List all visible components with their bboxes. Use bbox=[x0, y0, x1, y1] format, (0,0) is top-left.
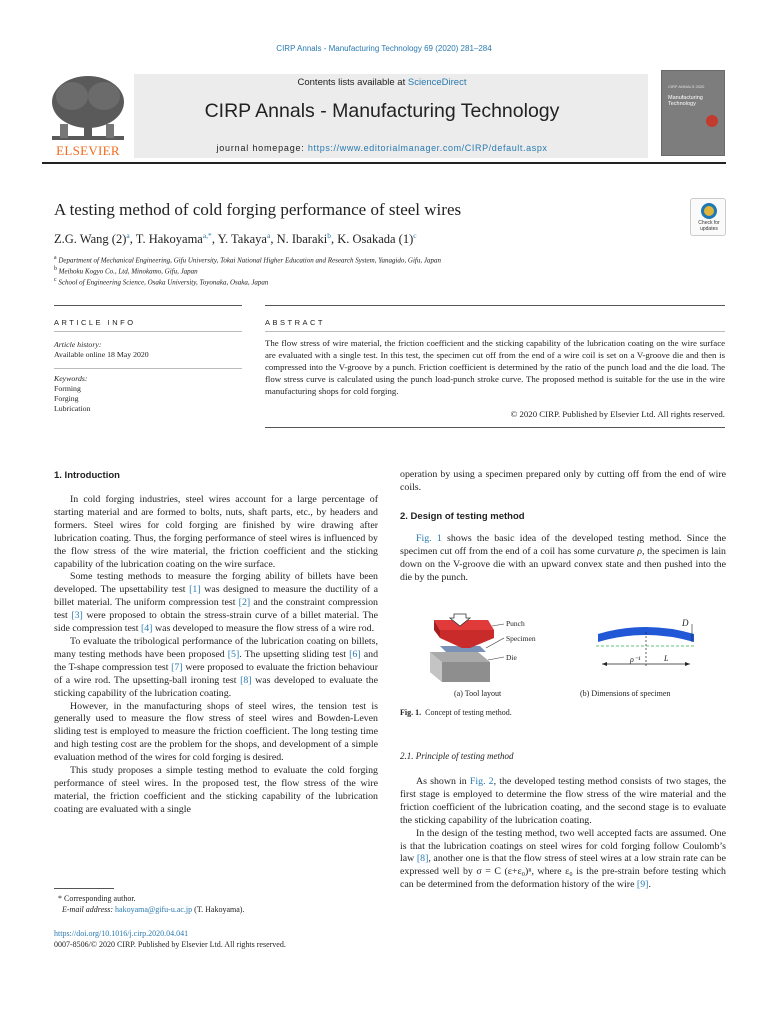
curvature-label: ρ⁻¹ bbox=[630, 655, 641, 664]
length-label: L bbox=[664, 654, 669, 663]
journal-homepage-line bbox=[116, 143, 648, 153]
article-history bbox=[54, 340, 149, 360]
article-info-heading: ARTICLE INFO bbox=[54, 318, 136, 327]
email-suffix: (T. Hakoyama). bbox=[192, 905, 245, 914]
citation-link[interactable]: [4] bbox=[140, 623, 153, 635]
tool-layout-diagram bbox=[430, 614, 536, 698]
author-separator: , bbox=[270, 232, 277, 246]
author-separator: , bbox=[330, 232, 338, 246]
check-updates-icon bbox=[701, 203, 717, 219]
fig1-paragraph bbox=[400, 533, 726, 585]
length-arrow-left bbox=[602, 662, 607, 666]
article-info-rule bbox=[54, 305, 242, 306]
left-column-body bbox=[54, 494, 378, 817]
page-footer bbox=[54, 928, 286, 950]
figure-caption-label: Fig. 1. bbox=[400, 708, 422, 717]
affiliation-b bbox=[54, 266, 198, 275]
affiliation-marker: c bbox=[54, 277, 57, 283]
abstract-bottom-rule bbox=[265, 427, 725, 428]
email-note bbox=[54, 904, 244, 915]
text-run: Some testing methods to measure the forging ability of billets have been developed. The upsettability test bbox=[54, 571, 378, 596]
article-info-subrule bbox=[54, 331, 242, 332]
affiliation-text: Meihoku Kogyo Co., Ltd, Minokamo, Gifu, Japan bbox=[58, 267, 198, 276]
die-label: Die bbox=[506, 653, 517, 662]
citation-link[interactable]: [6] bbox=[349, 648, 361, 660]
intro-heading: 1. Introduction bbox=[54, 470, 120, 481]
keyword-item[interactable]: Forging bbox=[54, 394, 79, 403]
author-name: T. Hakoyama bbox=[135, 232, 203, 246]
author-separator: , bbox=[211, 232, 218, 246]
article-title: A testing method of cold forging performance of steel wires bbox=[54, 200, 462, 219]
text-run: , the specimen is lain down on the V-groove die with an upward convex state and then pushed into the die by the punch. bbox=[400, 545, 726, 583]
figure-1-caption bbox=[400, 708, 512, 717]
abstract-subrule bbox=[265, 331, 725, 332]
text-run: was developed to measure the flow stress of a wire rod. bbox=[152, 623, 375, 635]
specimen-label: Specimen bbox=[506, 634, 536, 643]
figure-link[interactable]: Fig. 2 bbox=[469, 776, 494, 787]
intro-paragraph-3 bbox=[54, 636, 378, 701]
history-label: Article history: bbox=[54, 340, 102, 349]
intro-paragraph-5: This study proposes a simple testing method to evaluate the cold forging performance of steel wires. In the proposed test, the flow stress of the wire material, the friction coefficient and the sticking capability of the lubrication coating are evaluated with a single bbox=[54, 765, 378, 815]
author-name: Z.G. Wang (2) bbox=[54, 232, 127, 246]
caption-a: (a) Tool layout bbox=[454, 689, 502, 698]
principle-subheading: 2.1. Principle of testing method bbox=[400, 751, 514, 761]
affiliation-text: Department of Mechanical Engineering, Gifu University, Tokai National Higher Education and Research System, Yanagido, Gifu, Japan bbox=[58, 256, 441, 265]
intro-paragraph-2 bbox=[54, 571, 378, 636]
contents-line bbox=[116, 77, 648, 88]
affiliation-c bbox=[54, 277, 268, 286]
text-run: and the constraint compression test bbox=[54, 597, 378, 622]
footnotes bbox=[54, 893, 244, 915]
sciencedirect-link[interactable]: ScienceDirect bbox=[407, 77, 467, 88]
citation-link[interactable]: [5] bbox=[227, 648, 240, 660]
punch-leader bbox=[492, 624, 504, 626]
doi-link[interactable]: https://doi.org/10.1016/j.cirp.2020.04.041 bbox=[54, 929, 189, 938]
text-run: were proposed to evaluate the friction behaviour of a wire rod. The upsetting-ball ironing test bbox=[54, 661, 378, 686]
punch-label: Punch bbox=[506, 619, 525, 628]
keywords-block bbox=[54, 374, 90, 414]
citation-link[interactable]: [8] bbox=[240, 674, 252, 686]
citation-link[interactable]: [3] bbox=[71, 610, 83, 622]
specimen-dimensions-diagram bbox=[580, 618, 696, 698]
issn-line: 0007-8506/© 2020 CIRP. Published by Elsevier Ltd. All rights reserved. bbox=[54, 940, 286, 949]
diameter-label: D bbox=[682, 618, 689, 628]
citation-link[interactable]: [9] bbox=[636, 879, 649, 891]
keyword-item[interactable]: Forming bbox=[54, 384, 81, 393]
footnote-rule bbox=[54, 888, 114, 889]
author-affil-link[interactable]: a,* bbox=[202, 230, 212, 240]
cover-line1: CIRP ANNALS 2020 bbox=[668, 84, 705, 89]
abstract-copyright: © 2020 CIRP. Published by Elsevier Ltd. All rights reserved. bbox=[510, 409, 725, 419]
affiliation-marker: a bbox=[54, 255, 57, 261]
journal-title: CIRP Annals - Manufacturing Technology bbox=[204, 100, 560, 122]
homepage-label: journal homepage: bbox=[216, 143, 308, 153]
abstract-heading: ABSTRACT bbox=[265, 318, 326, 327]
cover-line2: Manufacturing Technology bbox=[668, 95, 703, 108]
citation-link[interactable]: [7] bbox=[171, 661, 183, 673]
citation-link[interactable]: [8] bbox=[416, 853, 429, 865]
author-affil-link[interactable]: a bbox=[126, 230, 130, 240]
text-run: was designed to measure the ductility of a billet material. The uniform compression test bbox=[54, 584, 378, 609]
intro-paragraph-4: However, in the manufacturing shops of steel wires, the tension test is generally used to measure the flow stress of steel wires and Bowden-Leven sliding test is employed to measure the friction coefficient. The long testing time and high testing cost are the problem for the shops, and development of a simple evaluation method of the wires for cold forging is desired. bbox=[54, 700, 378, 764]
author-affil-link[interactable]: a bbox=[266, 230, 271, 240]
elsevier-wordmark: ELSEVIER bbox=[56, 143, 120, 158]
figure-caption-text: Concept of testing method. bbox=[425, 708, 512, 717]
keywords-rule bbox=[54, 368, 242, 369]
text-run: and the T-shape compression test bbox=[54, 648, 379, 673]
email-label: E-mail address: bbox=[62, 905, 116, 914]
affiliation-marker: b bbox=[54, 266, 57, 272]
citation-link[interactable]: [1] bbox=[189, 584, 201, 596]
caption-b: (b) Dimensions of specimen bbox=[580, 689, 671, 698]
author-separator: , bbox=[129, 232, 136, 246]
email-link[interactable]: hakoyama@gifu-u.ac.jp bbox=[115, 905, 193, 914]
cover-seal bbox=[706, 115, 718, 127]
author-list bbox=[54, 232, 417, 247]
author-name: N. Ibaraki bbox=[276, 232, 328, 246]
rho-symbol: ρ bbox=[637, 545, 642, 557]
homepage-link[interactable]: https://www.editorialmanager.com/CIRP/default.aspx bbox=[307, 143, 548, 153]
design-paragraph bbox=[400, 533, 726, 585]
text-run: . bbox=[648, 879, 651, 891]
text-run: As shown in bbox=[416, 776, 470, 787]
affiliation-text: School of Engineering Science, Osaka University, Toyonaka, Osaka, Japan bbox=[58, 278, 269, 287]
die-front bbox=[442, 662, 490, 682]
author-affil-link[interactable]: c bbox=[413, 230, 417, 240]
text-run: In the design of the testing method, two well accepted facts are assumed. One is that the lubrication coatings on steel wires for cold forging follow Coulomb’s law bbox=[400, 827, 726, 865]
figure-1-diagram[interactable] bbox=[400, 612, 726, 712]
abstract-rule bbox=[265, 305, 725, 306]
text-run: was developed to evaluate the sticking capability of the lubrication coating. bbox=[54, 674, 378, 699]
corresponding-note: * Corresponding author. bbox=[54, 894, 136, 903]
check-updates-label: Check for updates bbox=[698, 220, 720, 232]
intro-paragraph-1: In cold forging industries, steel wires account for a large percentage of starting material and are formed to bolts, nuts, shaft parts, etc., by headers and formers. Steel wires for cold forging are finished by wire drawing after lubrication coating. Thus, the forging performance of steel wires is influenced by the flow stress of the wire material, the friction coefficient and the sticking capability of the lubrication coating on the wire surface. bbox=[54, 494, 378, 570]
journal-reference[interactable]: CIRP Annals - Manufacturing Technology 69 (2020) 281–284 bbox=[276, 44, 492, 53]
length-arrow-right bbox=[685, 662, 690, 666]
keyword-item[interactable]: Lubrication bbox=[54, 404, 91, 413]
text-run: shows the basic idea of the developed testing method. Since the specimen cut off from the end of a coil has some curvature bbox=[400, 533, 726, 557]
keywords-label: Keywords: bbox=[54, 374, 88, 383]
right-column-top bbox=[400, 469, 726, 495]
header-rule bbox=[42, 162, 726, 164]
text-run: , another one is that the flow stress of steel wires at a low strain rate can be expressed well by σ = C (ε+ε₀)ⁿ, where ε₀ is the pre-strain before testing which can be determined from the deformation history of the wire bbox=[400, 853, 727, 891]
text-run: , the developed testing method consists of two stages, the first stage is employed to determine the flow stress of the wire material and the friction coefficient of the lubrication coating, and the second stage is to evaluate the sticking capability of the lubrication coating. bbox=[400, 776, 726, 826]
check-for-updates-badge[interactable] bbox=[690, 198, 726, 236]
continued-paragraph: operation by using a specimen prepared only by cutting off from the end of wire coils. bbox=[400, 469, 726, 493]
curved-specimen bbox=[598, 627, 694, 642]
citation-link[interactable]: [2] bbox=[238, 597, 251, 609]
assumptions-paragraph bbox=[400, 828, 726, 893]
journal-cover-thumbnail[interactable] bbox=[661, 70, 725, 156]
fig2-paragraph bbox=[400, 776, 726, 828]
corresponding-text: Corresponding author. bbox=[64, 894, 136, 903]
history-date: Available online 18 May 2020 bbox=[54, 350, 149, 359]
author-name: Y. Takaya bbox=[217, 232, 267, 246]
abstract-text: The flow stress of wire material, the friction coefficient and the sticking capability of the lubrication coating on the wire surface are evaluated with a single test. In this test, the specimen cut off from the end of a wire coil is set on a V-groove die and then is compressed into the V-groove by a punch. Friction coefficient is determined by the ratio of the punch load and the die load. The flow stress curve is calculated using the punch load-punch stroke curve. The proposed method is suitable for the use in the wire manufacturing shops for cold forging. bbox=[265, 338, 725, 396]
text-run: To evaluate the tribological performance of the lubrication coating on billets, many testing methods have been proposed bbox=[54, 635, 378, 660]
punch-body bbox=[440, 630, 494, 648]
design-heading: 2. Design of testing method bbox=[400, 511, 525, 522]
author-name: K. Osakada (1) bbox=[337, 232, 414, 246]
contents-prefix: Contents lists available at bbox=[297, 77, 408, 88]
affiliation-a bbox=[54, 255, 441, 264]
text-run: . The upsetting sliding test bbox=[239, 648, 350, 660]
text-run: were proposed to obtain the stress-strain curve of a billet material. The side compression test bbox=[54, 610, 378, 635]
principle-body bbox=[400, 776, 726, 892]
figure-link[interactable]: Fig. 1 bbox=[416, 533, 442, 544]
author-affil-link[interactable]: b bbox=[327, 230, 331, 240]
die-leader bbox=[488, 657, 504, 660]
